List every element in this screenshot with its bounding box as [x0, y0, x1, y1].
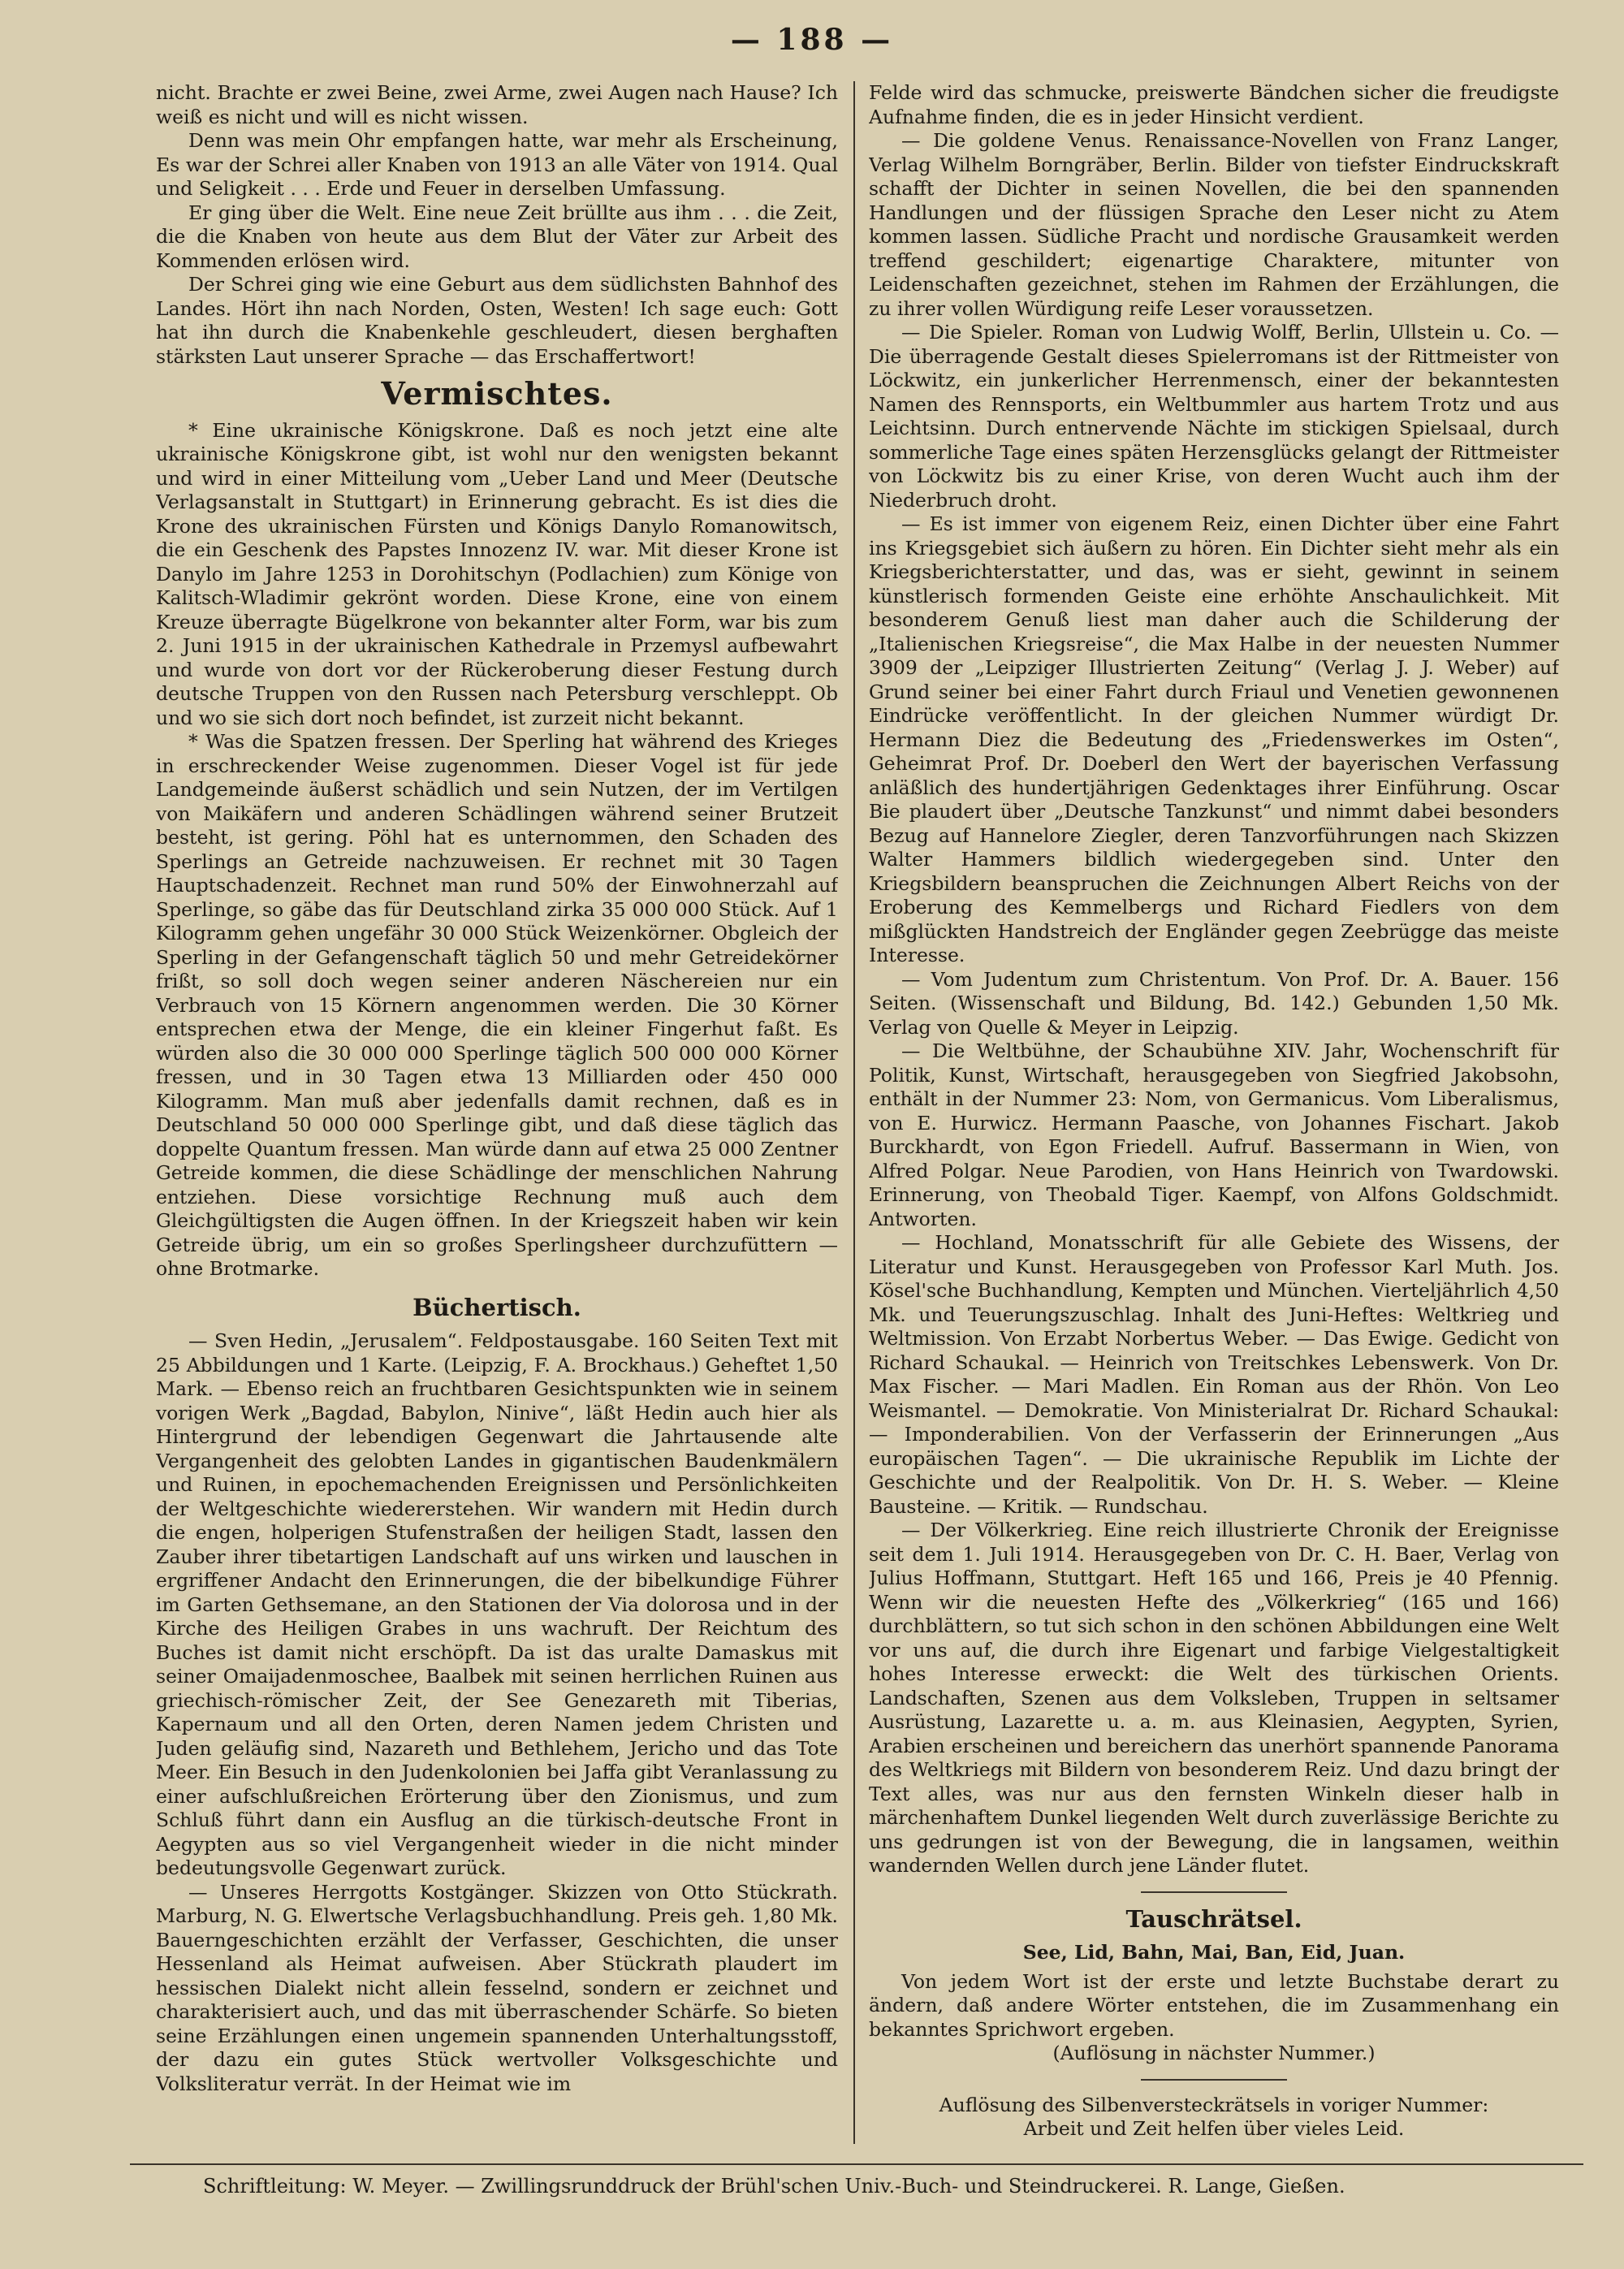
- imprint-footer: Schriftleitung: W. Meyer. — Zwillingsrunddruck der Brühl'schen Univ.-Buch- und Steindruckerei. R. Lange, Gießen.: [203, 2175, 1345, 2198]
- book-review-continuation: Felde wird das schmucke, preiswerte Bändchen sicher die freudigste Aufnahme finden, die es in jeder Hinsicht verdient.: [869, 81, 1559, 128]
- puzzle-note: (Auflösung in nächster Nummer.): [1052, 2042, 1376, 2064]
- section-heading-vermischtes: Vermischtes.: [381, 375, 613, 412]
- review-weltbuehne: — Die Weltbühne, der Schaubühne XIV. Jahr, Wochenschrift für Politik, Kunst, Wirtschaft, herausgegeben von Siegfried Jakobsohn, enthält in der Nummer 23: Nom, von Germanicus. Vom Liberalismus, von E. Hurwicz. Hermann Paasche, von Johannes Fischart. Jakob Burckhardt, von Egon Friedell. Aufruf. Bassermann in Wien, von Alfred Polgar. Neue Parodien, von Hans Heinrich von Twardowski. Erinnerung, von Theobald Tiger. Kaempf, von Alfons Goldschmidt. Antworten.: [869, 1039, 1559, 1230]
- left-column: [156, 81, 838, 2152]
- puzzle-words: See, Lid, Bahn, Mai, Ban, Eid, Juan.: [1022, 1941, 1406, 1964]
- review-voelkerkrieg: — Der Völkerkrieg. Eine reich illustrierte Chronik der Ereignisse seit dem 1. Juli 1914. Herausgegeben von Dr. C. H. Baer, Verlag von Julius Hoffmann, Stuttgart. Heft 165 und 166, Preis je 40 Pfennig. Wenn wir die neuesten Hefte des „Völkerkrieg“ (165 und 166) durchblättern, so tut sich schon in den schönen Abbildungen eine Welt vor uns auf, die durch ihre Eigenart und farbige Vielgestaltigkeit hohes Interesse erweckt: die Welt des türkischen Orients. Landschaften, Szenen aus dem Volksleben, Truppen in seltsamer Ausrüstung, Lazarette u. a. m. aus Kleinasien, Aegypten, Syrien, Arabien erscheinen und bereichern das unerhört spannende Panorama des Weltkriegs mit Bildern von besonderem Reiz. Und dazu bringt der Text alles, was nur aus den fernsten Winkeln dieser halb in märchenhaftem Dunkel liegenden Welt durch zuverlässige Berichte zu uns gedrungen ist von der Bewegung, die in langsamen, weithin wandernden Wellen durch jene Länder flutet.: [869, 1519, 1559, 1877]
- solution-text: Arbeit und Zeit helfen über vieles Leid.: [1023, 2117, 1405, 2140]
- footer-rule: [130, 2163, 1583, 2165]
- story-paragraph: nicht. Brachte er zwei Beine, zwei Arme, zwei Augen nach Hause? Ich weiß es nicht und will es nicht wissen.: [156, 81, 838, 128]
- story-paragraph: Denn was mein Ohr empfangen hatte, war mehr als Erscheinung, Es war der Schrei aller Knaben von 1913 an alle Väter von 1914. Qual und Seligkeit . . . Erde und Feuer in derselben Umfassung.: [156, 129, 838, 200]
- solution-label: Auflösung des Silbenversteckrätsels in voriger Nummer:: [939, 2093, 1489, 2116]
- story-paragraph: Der Schrei ging wie eine Geburt aus dem südlichsten Bahnhof des Landes. Hört ihn nach Norden, Osten, Westen! Ich sage euch: Gott hat ihn durch die Knabenkehle geschleudert, diesen berghaften stärksten Laut unserer Sprache — das Erschaffertwort!: [156, 273, 838, 368]
- article-sparrows: * Was die Spatzen fressen. Der Sperling hat während des Krieges in erschreckender Weise zugenommen. Dieser Vogel ist für jede Landgemeinde äußerst schädlich und sein Nutzen, der im Vertilgen von Maikäfern und anderen Schädlingen während seiner Brutzeit besteht, ist gering. Pöhl hat es unternommen, den Schaden des Sperlings an Getreide nachzuweisen. Er rechnet mit 30 Tagen Hauptschadenzeit. Rechnet man rund 50% der Einwohnerzahl auf Sperlinge, so gäbe das für Deutschland zirka 35 000 000 Stück. Auf 1 Kilogramm gehen ungefähr 30 000 Stück Weizenkörner. Obgleich der Sperling in der Gefangenschaft täglich 50 und mehr Getreidekörner frißt, so soll doch wegen seiner anderen Näschereien nur ein Verbrauch von 15 Körnern angenommen werden. Die 30 Körner entsprechen etwa der Menge, die ein kleiner Fingerhut faßt. Es würden also die 30 000 000 Sperlinge täglich 500 000 000 Körner fressen, und in 30 Tagen etwa 13 Milliarden oder 450 000 Kilogramm. Man muß aber jedenfalls damit rechnen, daß es in Deutschland 50 000 000 Sperlinge gibt, und daß diese täglich das doppelte Quantum fressen. Man würde dann auf etwa 25 000 Zentner Getreide kommen, die diese Schädlinge der menschlichen Nahrung entziehen. Diese vorsichtige Rechnung muß auch dem Gleichgültigsten die Augen öffnen. In der Kriegszeit haben wir kein Getreide übrig, um ein so großes Sperlingsheer durchzufüttern — ohne Brotmarke.: [156, 730, 838, 1280]
- story-paragraph: Er ging über die Welt. Eine neue Zeit brüllte aus ihm . . . die Zeit, die die Knaben von heute aus dem Blut der Väter zur Arbeit des Kommenden erlösen wird.: [156, 201, 838, 272]
- column-divider: [853, 81, 855, 2144]
- review-hochland: — Hochland, Monatsschrift für alle Gebiete des Wissens, der Literatur und Kunst. Herausgegeben von Professor Karl Muth. Jos. Kösel'sche Buchhandlung, Kempten und München. Vierteljährlich 4,50 Mk. und Teuerungszuschlag. Inhalt des Juni-Heftes: Weltkrieg und Weltmission. Von Erzabt Norbertus Weber. — Das Ewige. Gedicht von Richard Schaukal. — Heinrich von Treitschkes Lebenswerk. Von Dr. Max Fischer. — Mari Madlen. Ein Roman aus der Rhön. Von Leo Weismantel. — Demokratie. Von Ministerialrat Dr. Richard Schaukal: — Imponderabilien. Von der Verfasserin der Erinnerungen „Aus europäischen Tagen“. — Die ukrainische Republik im Lichte der Geschichte und der Realpolitik. Von Dr. H. S. Weber. — Kleine Bausteine. — Kritik. — Rundschau.: [869, 1231, 1559, 1518]
- right-column: [869, 81, 1559, 2152]
- review-leipziger-illustrierte: — Es ist immer von eigenem Reiz, einen Dichter über eine Fahrt ins Kriegsgebiet sich äußern zu hören. Ein Dichter sieht mehr als ein Kriegsberichterstatter, und das, was er sieht, gewinnt in seinem künstlerisch formenden Geiste eine erhöhte Anschaulichkeit. Mit besonderem Genuß liest man daher auch die Schilderung der „Italienischen Kriegsreise“, die Max Halbe in der neuesten Nummer 3909 der „Leipziger Illustrierten Zeitung“ (Verlag J. J. Weber) auf Grund seiner bei einer Fahrt durch Friaul und Venetien gewonnenen Eindrücke veröffentlicht. In der gleichen Nummer würdigt Dr. Hermann Diez die Bedeutung des „Friedenswerkes im Osten“, Geheimrat Prof. Dr. Doeberl den Wert der bayerischen Verfassung anläßlich des hundertjährigen Gedenktages ihrer Einführung. Oscar Bie plaudert über „Deutsche Tanzkunst“ und nimmt dabei besonders Bezug auf Hannelore Ziegler, deren Tanzvorführungen nach Skizzen Walter Hammers bildlich wiedergegeben sind. Unter den Kriegsbildern beanspruchen die Zeichnungen Albert Reichs von der Eroberung des Kemmelbergs und Richard Fiedlers von dem mißglückten Handstreich der Engländer gegen Zeebrügge das meiste Interesse.: [869, 512, 1559, 966]
- puzzle-instruction: Von jedem Wort ist der erste und letzte Buchstabe derart zu ändern, daß andere Wörter entstehen, die im Zusammenhang ein bekanntes Sprichwort ergeben.: [869, 1969, 1559, 2041]
- puzzle-heading: Tauschrätsel.: [1125, 1904, 1302, 1933]
- book-review-jerusalem: — Sven Hedin, „Jerusalem“. Feldpostausgabe. 160 Seiten Text mit 25 Abbildungen und 1 Karte. (Leipzig, F. A. Brockhaus.) Geheftet 1,50 Mark. — Ebenso reich an fruchtbaren Gesichtspunkten wie in seinem vorigen Werk „Bagdad, Babylon, Ninive“, läßt Hedin auch hier als Hintergrund der lebendigen Gegenwart die Jahrtausende alte Vergangenheit des gelobten Landes in gigantischen Baudenkmälern und Ruinen, in epochemachenden Ereignissen und Persönlichkeiten der Weltgeschichte wiedererstehen. Wir wandern mit Hedin durch die engen, holperigen Stufenstraßen der heiligen Stadt, lassen den Zauber ihrer tibetartigen Landschaft auf uns wirken und lauschen in ergriffener Andacht den Erinnerungen, die der bibelkundige Führer im Garten Gethsemane, an den Stationen der Via dolorosa und in der Kirche des Heiligen Grabes in uns wachruft. Der Reichtum des Buches ist damit nicht erschöpft. Da ist das uralte Damaskus mit seiner Omaijadenmoschee, Baalbek mit seinen herrlichen Ruinen aus griechisch-römischer Zeit, der See Genezareth mit Tiberias, Kapernaum und all den Orten, deren Namen jedem Christen und Juden geläufig sind, Nazareth und Bethlehem, Jericho und das Tote Meer. Ein Besuch in den Judenkolonien bei Jaffa gibt Veranlassung zu einer aufschlußreichen Erörterung über den Zionismus, und zum Schluß führt dann ein Ausflug an die türkisch-deutsche Front in Aegypten aus so viel Vergangenheit wieder in die nicht minder bedeutungsvolle Gegenwart zurück.: [156, 1329, 838, 1879]
- book-review-goldene-venus: — Die goldene Venus. Renaissance-Novellen von Franz Langer, Verlag Wilhelm Borngräber, Berlin. Bilder von tiefster Eindruckskraft schafft der Dichter in seinen Novellen, die bei den spannenden Handlungen und der flüssigen Sprache den Leser nicht zu Atem kommen lassen. Südliche Pracht und nordische Grausamkeit werden treffend geschildert; eigenartige Charaktere, mitunter von Leidenschaften gezeichnet, stehen im Rahmen der Erzählungen, die zu ihrer vollen Würdigung reife Leser voraussetzen.: [869, 129, 1559, 320]
- section-heading-buechertisch: Büchertisch.: [412, 1293, 581, 1321]
- page-number: — 188 —: [730, 23, 894, 57]
- book-review-judentum: — Vom Judentum zum Christentum. Von Prof. Dr. A. Bauer. 156 Seiten. (Wissenschaft und Bildung, Bd. 142.) Gebunden 1,50 Mk. Verlag von Quelle & Meyer in Leipzig.: [869, 967, 1559, 1039]
- book-review-kostgaenger: — Unseres Herrgotts Kostgänger. Skizzen von Otto Stückrath. Marburg, N. G. Elwertsche Verlagsbuchhandlung. Preis geh. 1,80 Mk. Bauerngeschichten erzählt der Verfasser, Geschichten, die unser Hessenland als Heimat aufweisen. Aber Stückrath plaudert im hessischen Dialekt nicht allein fesselnd, sondern er zeichnet und charakterisiert auch, und das mit überraschender Schärfe. So bieten seine Erzählungen einen ungemein spannenden Unterhaltungsstoff, der dazu ein gutes Stück wertvoller Volksgeschichte und Volksliteratur verrät. In der Heimat wie im: [156, 1880, 838, 2095]
- section-divider: [1141, 1891, 1287, 1893]
- puzzle-divider: [1141, 2079, 1287, 2081]
- book-review-die-spieler: — Die Spieler. Roman von Ludwig Wolff, Berlin, Ullstein u. Co. — Die überragende Gestalt dieses Spielerromans ist der Rittmeister von Löckwitz, ein junkerlicher Herrenmensch, einer der bekanntesten Namen des Rennsports, ein Weltbummler aus hartem Trotz und aus Leichtsinn. Durch entnervende Nächte im stickigen Spielsaal, durch sommerliche Tage eines späten Herzensglücks gelangt der Rittmeister von Löckwitz bis zu einer Krise, von deren Wucht auch ihm der Niederbruch droht.: [869, 321, 1559, 512]
- article-ukrainian-crown: * Eine ukrainische Königskrone. Daß es noch jetzt eine alte ukrainische Königskrone gibt, ist wohl nur den wenigsten bekannt und wird in einer Mitteilung vom „Ueber Land und Meer (Deutsche Verlagsanstalt in Stuttgart) in Erinnerung gebracht. Es ist dies die Krone des ukrainischen Fürsten und Königs Danylo Romanowitsch, die ein Geschenk des Papstes Innozenz IV. war. Mit dieser Krone ist Danylo im Jahre 1253 in Dorohitschyn (Podlachien) zum Könige von Kalitsch-Wladimir gekrönt worden. Diese Krone, eine von einem Kreuze überragte Bügelkrone von bekannter alter Form, war bis zum 2. Juni 1915 in der ukrainischen Kathedrale in Przemysl aufbewahrt und wurde von dort vor der Rückeroberung dieser Festung durch deutsche Truppen von den Russen nach Petersburg verschleppt. Ob und wo sie sich dort noch befindet, ist zurzeit nicht bekannt.: [156, 418, 838, 729]
